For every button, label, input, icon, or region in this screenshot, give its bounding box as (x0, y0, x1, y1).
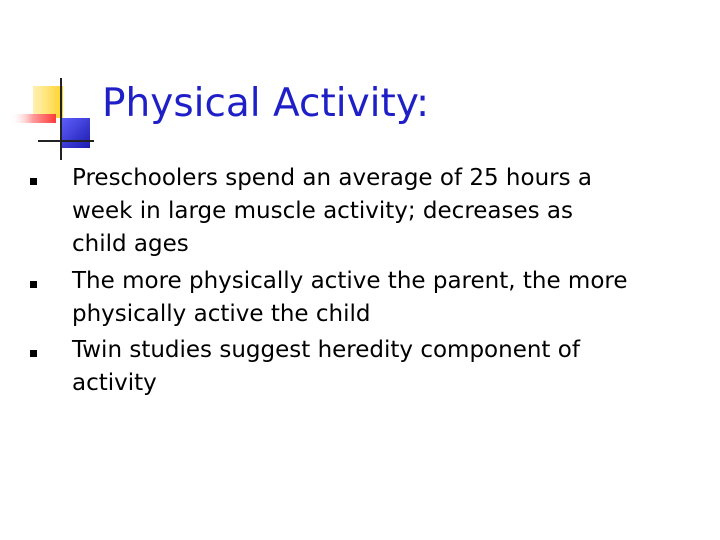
square-bullet-icon (30, 178, 37, 185)
square-bullet-icon (30, 281, 37, 288)
bullet-text: Preschoolers spend an average of 25 hours a week in large muscle activity; decreases as child ages (72, 165, 593, 257)
title-logo-icon (0, 0, 110, 170)
square-bullet-icon (30, 350, 37, 357)
bullet-text: Twin studies suggest heredity component of activity (72, 337, 580, 396)
bullet-text: The more physically active the parent, the more physically active the child (72, 268, 628, 327)
slide-title: Physical Activity: (102, 81, 430, 126)
